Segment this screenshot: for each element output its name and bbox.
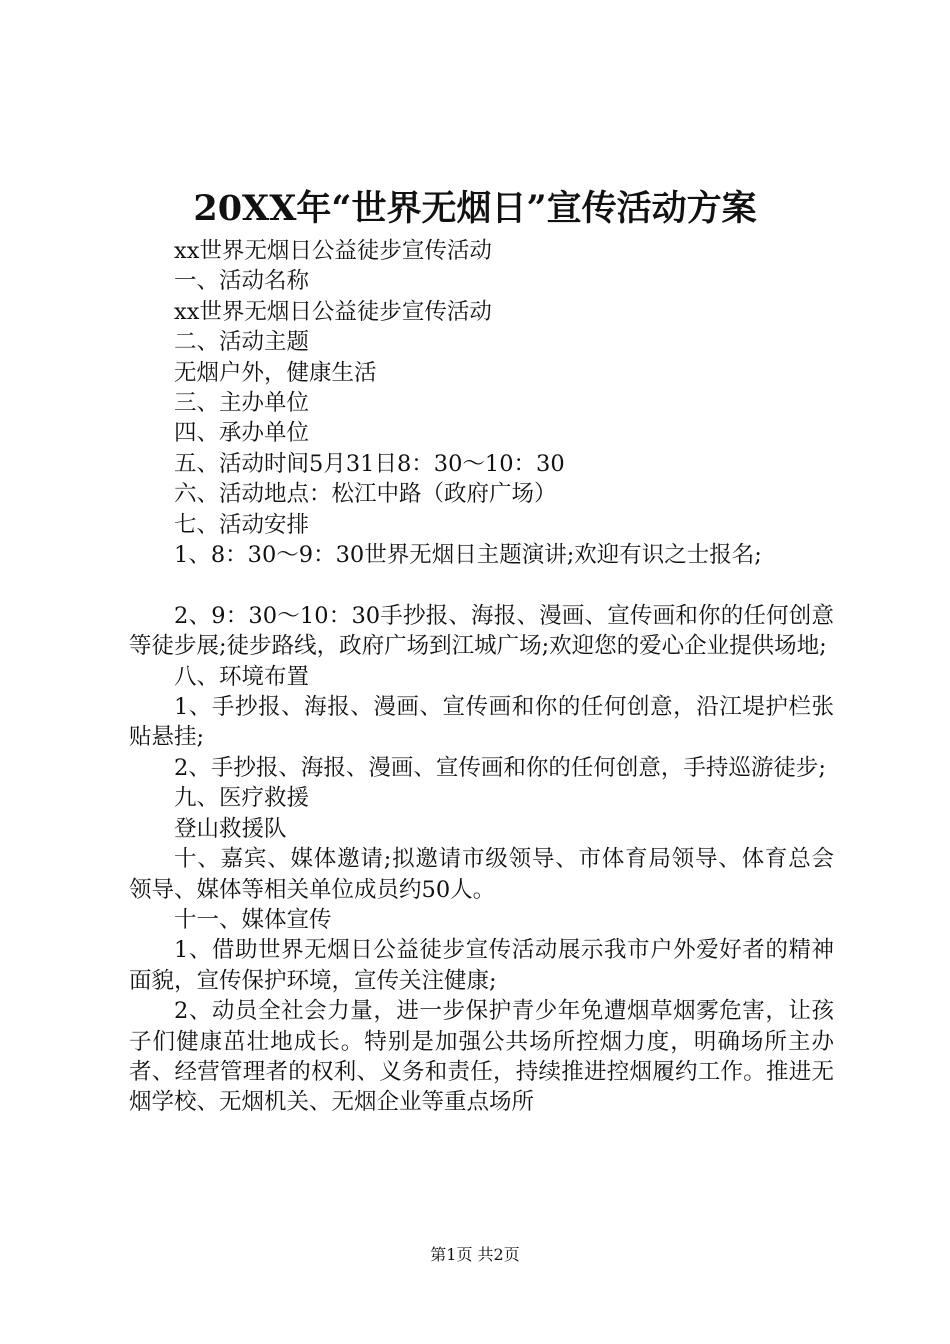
paragraph: 1、手抄报、海报、漫画、宣传画和你的任何创意，沿江堤护栏张贴悬挂; xyxy=(129,694,834,751)
document-title: 20XX年“世界无烟日”宣传活动方案 xyxy=(193,188,757,229)
paragraph: 五、活动时间5月31日8：30～10：30 xyxy=(174,450,565,477)
paragraph: 1、借助世界无烟日公益徒步宣传活动展示我市户外爱好者的精神面貌，宣传保护环境，宣传关注健康; xyxy=(129,937,834,994)
paragraph: 六、活动地点：松江中路（政府广场） xyxy=(174,481,557,508)
paragraph: 十一、媒体宣传 xyxy=(174,906,332,933)
paragraph: 七、活动安排 xyxy=(174,511,310,538)
paragraph: 九、医疗救援 xyxy=(174,785,310,812)
paragraph: xx世界无烟日公益徒步宣传活动 xyxy=(174,238,492,264)
paragraph: 2、手抄报、海报、漫画、宣传画和你的任何创意，手持巡游徒步; xyxy=(174,754,826,781)
paragraph: 十、嘉宾、媒体邀请;拟邀请市级领导、市体育局领导、体育总会领导、媒体等相关单位成员约50人。 xyxy=(129,846,834,903)
paragraph: 八、环境布置 xyxy=(174,663,310,690)
paragraph: 一、活动名称 xyxy=(174,268,310,295)
paragraph: 四、承办单位 xyxy=(174,420,310,447)
paragraph: xx世界无烟日公益徒步宣传活动 xyxy=(174,298,492,325)
document-body xyxy=(129,236,834,1118)
paragraph: 无烟户外，健康生活 xyxy=(174,359,377,386)
paragraph: 二、活动主题 xyxy=(174,329,310,356)
paragraph: 三、主办单位 xyxy=(174,390,310,417)
paragraph: 2、动员全社会力量，进一步保护青少年免遭烟草烟雾危害，让孩子们健康茁壮地成长。特别是加强公共场所控烟力度，明确场所主办者、经营管理者的权利、义务和责任，持续推进控烟履约工作。推进无烟学校、无烟机关、无烟企业等重点场所 xyxy=(129,998,834,1116)
page-footer: 第1页 共2页 xyxy=(430,1245,520,1264)
paragraph: 1、8：30～9：30世界无烟日主题演讲;欢迎有识之士报名; xyxy=(174,542,762,569)
paragraph: 登山救援队 xyxy=(174,815,287,842)
paragraph: 2、9：30～10：30手抄报、海报、漫画、宣传画和你的任何创意等徒步展;徒步路线，政府广场到江城广场;欢迎您的爱心企业提供场地; xyxy=(129,602,834,660)
